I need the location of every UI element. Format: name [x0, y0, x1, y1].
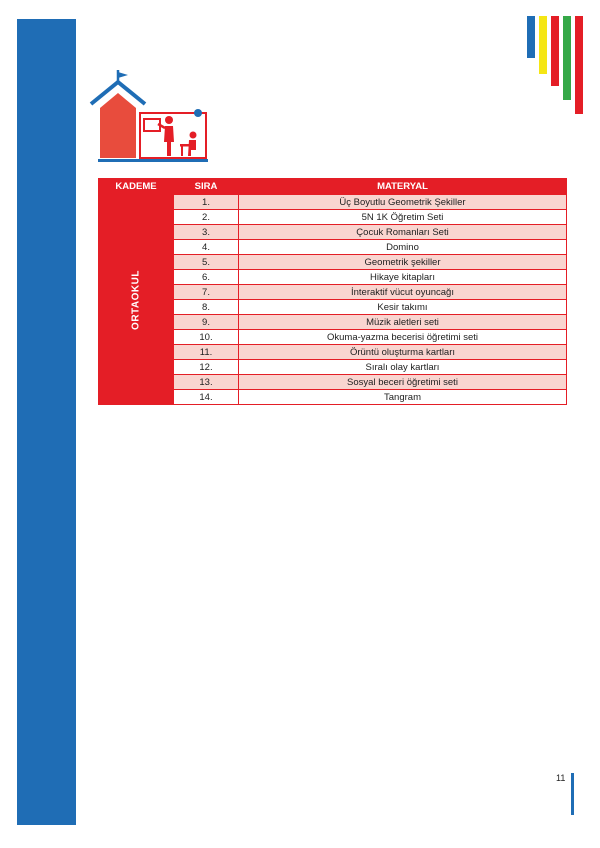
materyal-cell: Hikaye kitapları	[239, 270, 567, 285]
materials-table	[98, 178, 567, 405]
materyal-cell: Müzik aletleri seti	[239, 315, 567, 330]
page-number: 11	[556, 773, 566, 783]
sira-cell: 6.	[174, 270, 239, 285]
sira-cell: 13.	[174, 375, 239, 390]
sira-cell: 12.	[174, 360, 239, 375]
sira-cell: 7.	[174, 285, 239, 300]
materyal-cell: İnteraktif vücut oyuncağı	[239, 285, 567, 300]
school-classroom-icon	[88, 66, 210, 166]
materyal-cell: Sıralı olay kartları	[239, 360, 567, 375]
materyal-cell: Okuma-yazma becerisi öğretimi seti	[239, 330, 567, 345]
header-kademe: KADEME	[99, 179, 174, 195]
left-blue-band	[17, 19, 76, 825]
header-materyal: MATERYAL	[239, 179, 567, 195]
kademe-label: ORTAOKUL	[130, 269, 142, 330]
sira-cell: 10.	[174, 330, 239, 345]
page-number-bar	[571, 773, 574, 815]
materyal-cell: Tangram	[239, 390, 567, 405]
materyal-cell: 5N 1K Öğretim Seti	[239, 210, 567, 225]
sira-cell: 2.	[174, 210, 239, 225]
sira-cell: 3.	[174, 225, 239, 240]
materyal-cell: Örüntü oluşturma kartları	[239, 345, 567, 360]
sira-cell: 1.	[174, 195, 239, 210]
sira-cell: 8.	[174, 300, 239, 315]
header-sira: SIRA	[174, 179, 239, 195]
sira-cell: 14.	[174, 390, 239, 405]
materyal-cell: Üç Boyutlu Geometrik Şekiller	[239, 195, 567, 210]
sira-cell: 11.	[174, 345, 239, 360]
materyal-cell: Geometrik şekiller	[239, 255, 567, 270]
table-row	[99, 195, 567, 210]
materyal-cell: Domino	[239, 240, 567, 255]
materyal-cell: Kesir takımı	[239, 300, 567, 315]
sira-cell: 4.	[174, 240, 239, 255]
materyal-cell: Sosyal beceri öğretimi seti	[239, 375, 567, 390]
kademe-cell	[99, 195, 174, 405]
sira-cell: 5.	[174, 255, 239, 270]
materyal-cell: Çocuk Romanları Seti	[239, 225, 567, 240]
color-stripes-decoration	[527, 16, 587, 116]
sira-cell: 9.	[174, 315, 239, 330]
